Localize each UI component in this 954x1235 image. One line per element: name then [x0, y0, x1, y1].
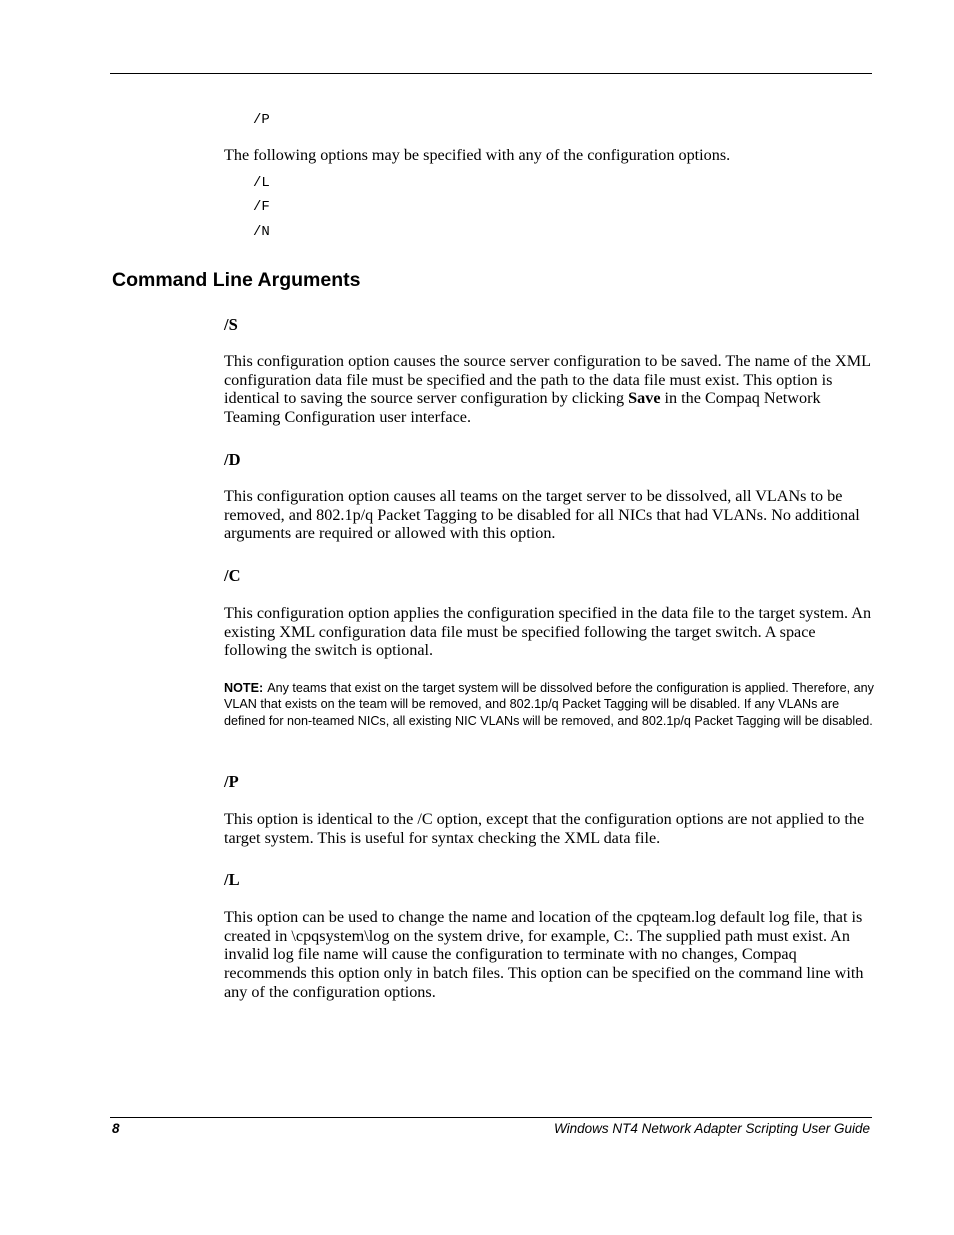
option-heading-p: /P — [224, 772, 239, 791]
note-label: NOTE: — [224, 681, 264, 695]
option-description-s-part1: This configuration option causes the source server configuration to be saved. The name of the XML configuration data file must be specified and the path to the data file must exist. This option is identical to saving the source server configuration by clicking — [224, 352, 871, 408]
option-code-f: /F — [253, 199, 270, 215]
option-description-d: This configuration option causes all teams on the target server to be dissolved, all VLANs to be removed, and 802.1p/q Packet Tagging to be disabled for all NICs that had VLANs. No additional arguments are required or allowed with this option. — [224, 487, 860, 543]
intro-paragraph: The following options may be specified with any of the configuration options. — [224, 146, 731, 164]
option-heading-d: /D — [224, 450, 241, 469]
option-description-s — [224, 352, 874, 427]
option-description-c: This configuration option applies the configuration specified in the data file to the target system. An existing XML configuration data file must be specified following the target switch. A space following the switch is optional. — [224, 604, 872, 660]
save-keyword: Save — [628, 389, 661, 408]
option-description-l: This option can be used to change the name and location of the cpqteam.log default log file, that is created in \cpqsystem\log on the system drive, for example, C:. The supplied path must exist. An invalid log file name will cause the configuration to terminate with no changes, Compaq recommends this option only in batch files. This option can be specified on the command line with any of the configuration options. — [224, 908, 864, 1001]
page-number: 8 — [112, 1121, 120, 1136]
footer-rule — [110, 1117, 872, 1118]
option-heading-s: /S — [224, 315, 238, 334]
note-block — [224, 680, 874, 729]
guide-title: Windows NT4 Network Adapter Scripting User Guide — [554, 1121, 870, 1136]
header-rule — [110, 73, 872, 74]
option-heading-l: /L — [224, 870, 240, 889]
option-code-n: /N — [253, 224, 270, 240]
option-code-p: /P — [253, 112, 270, 128]
option-description-s-part2: in the Compaq Network Teaming Configuration user interface. — [224, 389, 821, 427]
option-heading-c: /C — [224, 566, 241, 585]
note-text: Any teams that exist on the target system will be dissolved before the configuration is applied. Therefore, any VLAN that exists on the team will be removed, and 802.1p/q Packet Tagging will be disabled. If any VLANs are defined for non-teamed NICs, all existing NIC VLANs will be removed, and 802.1p/q Packet Tagging will be disabled. — [224, 681, 874, 728]
section-title: Command Line Arguments — [112, 269, 361, 291]
option-code-l: /L — [253, 175, 270, 191]
option-description-p: This option is identical to the /C option, except that the configuration options are not applied to the target system. This is useful for syntax checking the XML data file. — [224, 810, 865, 847]
